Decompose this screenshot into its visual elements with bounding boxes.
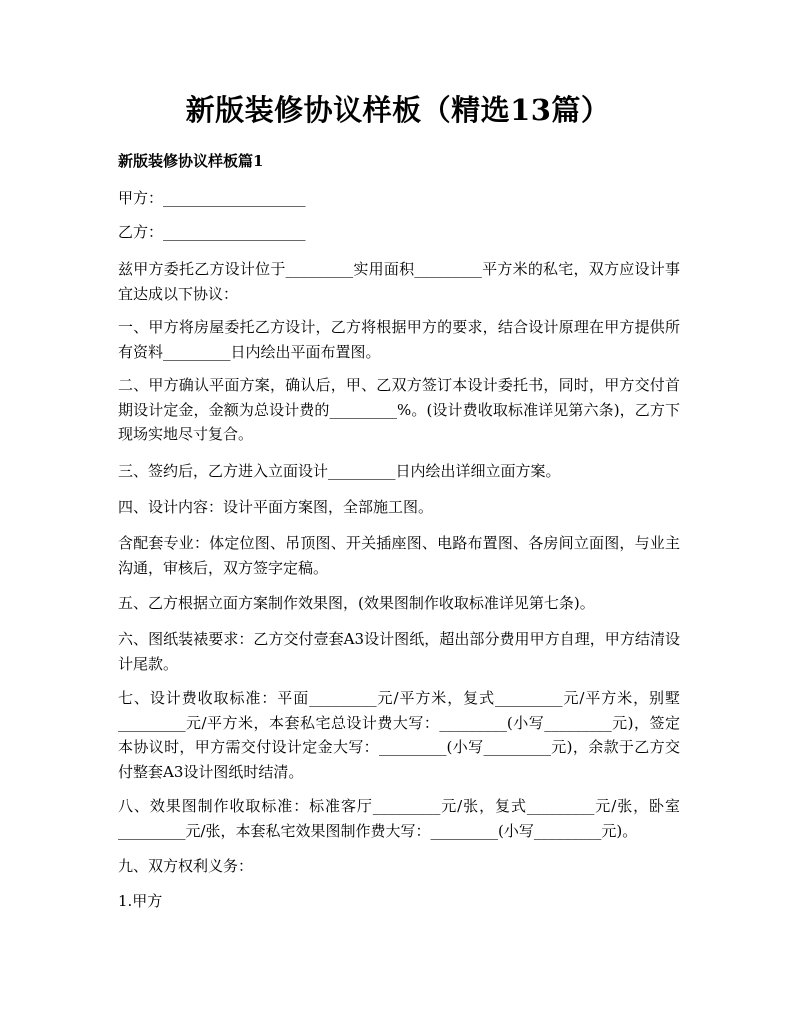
clause-4-paragraph: 四、设计内容：设计平面方案图，全部施工图。	[118, 498, 434, 516]
party-a-subheading: 1.甲方	[118, 892, 163, 910]
clause-5-paragraph: 五、乙方根据立面方案制作效果图，(效果图制作收取标准详见第七条)。	[118, 594, 595, 612]
clause-6-paragraph: 六、图纸装裱要求：乙方交付壹套A3设计图纸，超出部分费用甲方自理，甲方结清设计尾款。	[118, 630, 680, 673]
party-a-line: 甲方：___________________	[118, 189, 306, 207]
supporting-drawings-paragraph: 含配套专业：体定位图、吊顶图、开关插座图、电路布置图、各房间立面图，与业主沟通，审核后，双方签字定稿。	[118, 534, 680, 577]
document-title: 新版装修协议样板（精选13篇）	[185, 93, 611, 127]
preamble-paragraph: 兹甲方委托乙方设计位于_________实用面积_________平方米的私宅，双方应设计事宜达成以下协议：	[118, 260, 680, 303]
clause-7-paragraph: 七、设计费收取标准：平面_________元/平方米，复式_________元/平方米，别墅_________元/平方米，本套私宅总设计费大写：_________(小写_________元)，签定本协议时，甲方需交付设计定金大写：_________(小写_________元)，余款于乙方交付整套A3设计图纸时结清。	[118, 689, 680, 781]
clause-3-paragraph: 三、签约后，乙方进入立面设计_________日内绘出详细立面方案。	[118, 462, 561, 480]
clause-2-paragraph: 二、甲方确认平面方案，确认后，甲、乙双方签订本设计委托书，同时，甲方交付首期设计定金，金额为总设计费的_________%。(设计费收取标准详见第六条)，乙方下现场实地尽寸复合。	[118, 376, 680, 443]
section-heading: 新版装修协议样板篇1	[118, 152, 264, 170]
clause-1-paragraph: 一、甲方将房屋委托乙方设计，乙方将根据甲方的要求，结合设计原理在甲方提供所有资料_________日内绘出平面布置图。	[118, 318, 680, 361]
party-b-line: 乙方：___________________	[118, 223, 306, 241]
clause-9-paragraph: 九、双方权利义务：	[118, 857, 254, 875]
clause-8-paragraph: 八、效果图制作收取标准：标准客厅_________元/张，复式_________元/张，卧室_________元/张，本套私宅效果图制作费大写：_________(小写_________元)。	[118, 797, 680, 840]
